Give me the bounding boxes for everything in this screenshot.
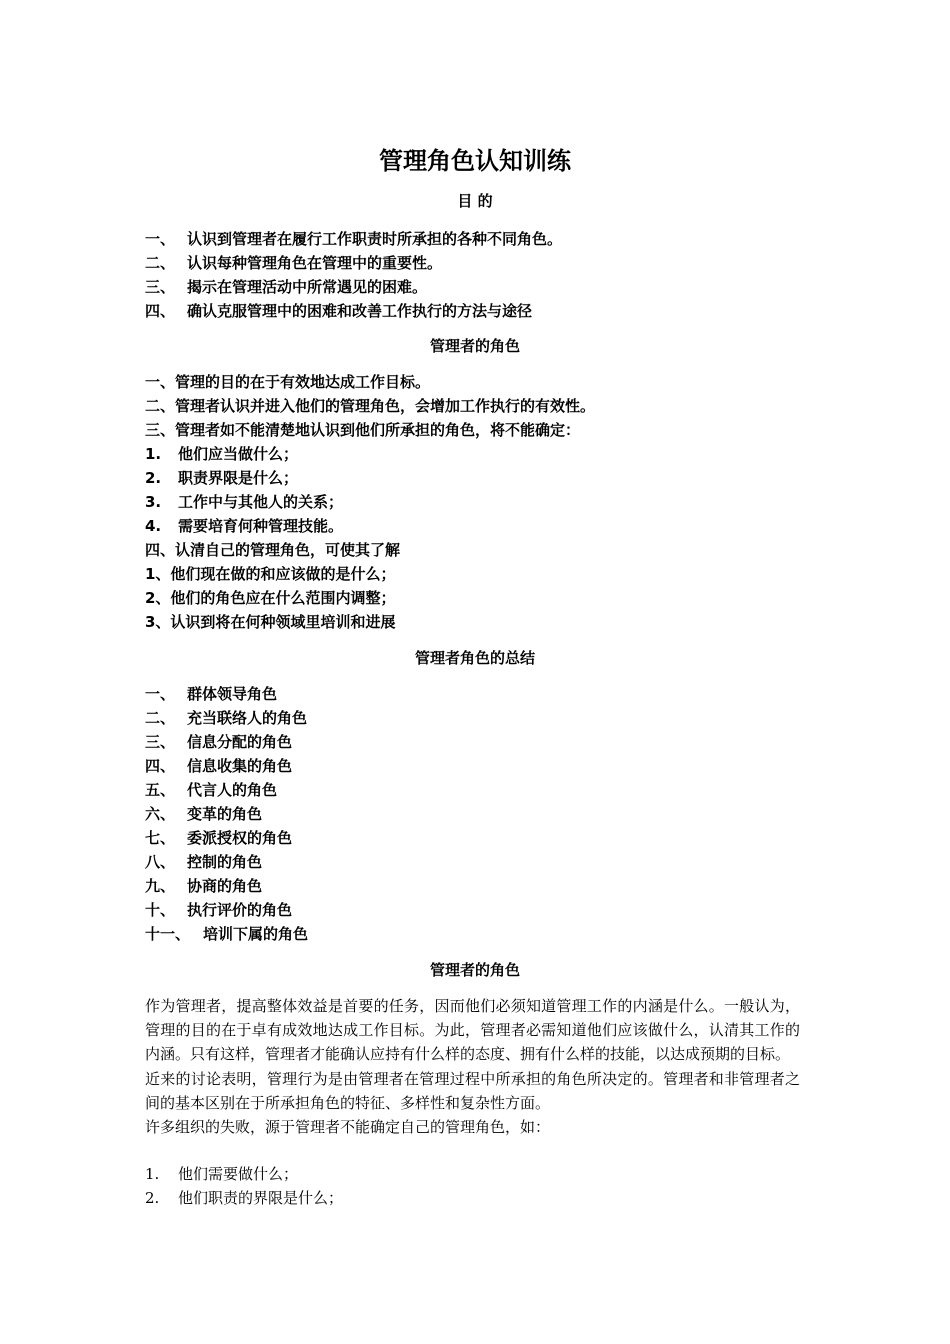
list-item-text: 执行评价的角色	[187, 901, 293, 919]
list-item-text: 职责界限是什么；	[178, 469, 299, 487]
summary-list	[145, 682, 308, 946]
list-item-number: 三、	[145, 278, 176, 296]
list-item-text: 充当联络人的角色	[187, 709, 308, 727]
list-item-text: 揭示在管理活动中所常遇见的困难。	[187, 278, 428, 296]
list-item-text: 他们职责的界限是什么；	[178, 1189, 344, 1207]
roles2-body	[145, 994, 800, 1139]
purpose-heading: 目 的	[457, 192, 493, 210]
list-item	[145, 490, 595, 514]
list-item-number: 九、	[145, 877, 176, 895]
list-item	[145, 778, 308, 802]
list-item	[145, 227, 562, 251]
list-item-text: 代言人的角色	[187, 781, 278, 799]
list-item-text: 培训下属的角色	[203, 925, 309, 943]
list-item-text: 控制的角色	[187, 853, 263, 871]
list-item-text: 委派授权的角色	[187, 829, 293, 847]
roles-heading: 管理者的角色	[429, 337, 520, 355]
list-item	[145, 442, 595, 466]
list-item: 2、他们的角色应在什么范围内调整；	[145, 589, 396, 607]
list-item-number: 三、	[145, 733, 176, 751]
list-item-number: 二、	[145, 254, 176, 272]
paragraph: 作为管理者，提高整体效益是首要的任务，因而他们必须知道管理工作的内涵是什么。一般认为，管理的目的在于卓有成效地达成工作目标。为此，管理者必需知道他们应该做什么，认清其工作的内涵。只有这样，管理者才能确认应持有什么样的态度、拥有什么样的技能，以达成预期的目标。	[145, 997, 800, 1064]
list-item-text: 变革的角色	[187, 805, 263, 823]
list-item-number: 2.	[145, 469, 162, 487]
list-item	[145, 466, 595, 490]
list-item: 3、认识到将在何种领域里培训和进展	[145, 613, 396, 631]
list-item	[145, 682, 308, 706]
list-item: 1、他们现在做的和应该做的是什么；	[145, 565, 396, 583]
list-item	[145, 1186, 343, 1210]
list-item-number: 十、	[145, 901, 176, 919]
list-item-number: 3.	[145, 493, 162, 511]
list-item	[145, 898, 308, 922]
list-item-number: 四、	[145, 302, 176, 320]
summary-heading: 管理者角色的总结	[414, 649, 535, 667]
list-item-number: 七、	[145, 829, 176, 847]
list-item-number: 二、	[145, 709, 176, 727]
list-item	[145, 754, 308, 778]
list-item	[145, 299, 562, 323]
list-item-number: 十一、	[145, 925, 191, 943]
list-item-number: 八、	[145, 853, 176, 871]
roles-list	[145, 370, 595, 634]
roles2-heading: 管理者的角色	[429, 961, 520, 979]
list-item-number: 1.	[145, 445, 162, 463]
list-item	[145, 706, 308, 730]
list-item-number: 一、	[145, 230, 176, 248]
list-item-number: 2.	[145, 1189, 160, 1207]
list-item	[145, 874, 308, 898]
list-item-number: 4.	[145, 517, 162, 535]
roles2-list	[145, 1162, 343, 1210]
list-item-text: 群体领导角色	[187, 685, 278, 703]
list-item	[145, 251, 562, 275]
list-item	[145, 826, 308, 850]
document-title: 管理角色认知训练	[379, 147, 571, 175]
list-item	[145, 922, 308, 946]
paragraph: 许多组织的失败，源于管理者不能确定自己的管理角色，如：	[145, 1118, 551, 1137]
list-item: 一、管理的目的在于有效地达成工作目标。	[145, 373, 431, 391]
list-item-text: 信息分配的角色	[187, 733, 293, 751]
list-item: 三、管理者如不能清楚地认识到他们所承担的角色，将不能确定：	[145, 421, 581, 439]
list-item-text: 认识到管理者在履行工作职责时所承担的各种不同角色。	[187, 230, 563, 248]
list-item-number: 1.	[145, 1165, 160, 1183]
list-item	[145, 730, 308, 754]
list-item-number: 四、	[145, 757, 176, 775]
list-item-text: 工作中与其他人的关系；	[178, 493, 344, 511]
list-item-text: 协商的角色	[187, 877, 263, 895]
list-item-text: 信息收集的角色	[187, 757, 293, 775]
list-item-text: 认识每种管理角色在管理中的重要性。	[187, 254, 443, 272]
purpose-list	[145, 227, 562, 323]
list-item-text: 需要培育何种管理技能。	[178, 517, 344, 535]
list-item	[145, 275, 562, 299]
list-item: 二、管理者认识并进入他们的管理角色，会增加工作执行的有效性。	[145, 397, 596, 415]
list-item	[145, 514, 595, 538]
list-item-text: 确认克服管理中的困难和改善工作执行的方法与途径	[187, 302, 533, 320]
list-item-number: 六、	[145, 805, 176, 823]
list-item	[145, 850, 308, 874]
list-item-number: 五、	[145, 781, 176, 799]
paragraph: 近来的讨论表明，管理行为是由管理者在管理过程中所承担的角色所决定的。管理者和非管理者之间的基本区别在于所承担角色的特征、多样性和复杂性方面。	[145, 1069, 800, 1112]
list-item-text: 他们需要做什么；	[178, 1165, 299, 1183]
list-item-number: 一、	[145, 685, 176, 703]
list-item	[145, 1162, 343, 1186]
list-item	[145, 802, 308, 826]
list-item-text: 他们应当做什么；	[178, 445, 299, 463]
list-item: 四、认清自己的管理角色，可使其了解	[145, 541, 401, 559]
